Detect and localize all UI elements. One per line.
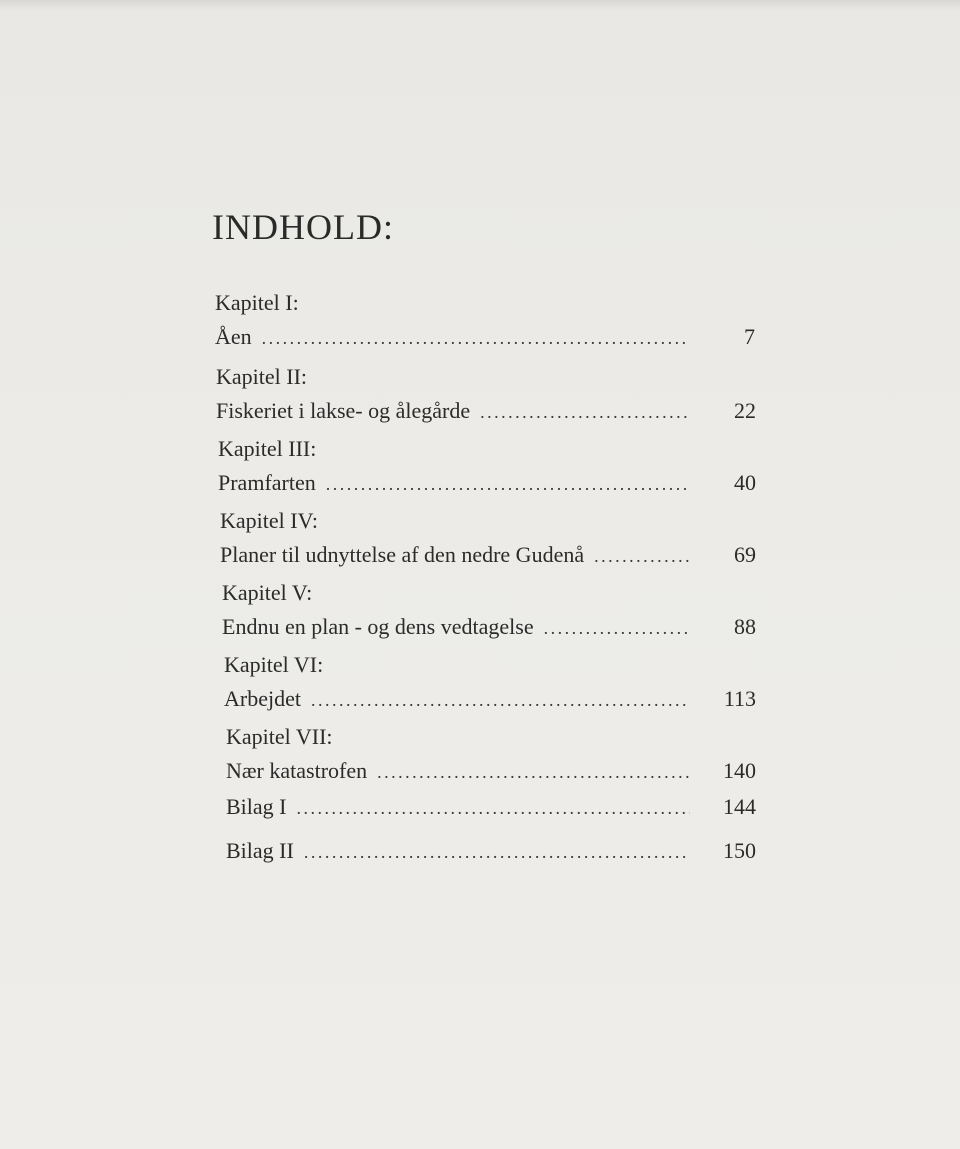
chapter-label: Kapitel III: [218, 436, 317, 461]
page-number: 144 [723, 794, 756, 819]
toc-entry-7 [226, 720, 756, 789]
chapter-label: Kapitel VI: [224, 652, 324, 677]
appendix-title: Bilag I [226, 794, 287, 819]
page-title: INDHOLD: [212, 207, 394, 247]
toc-entry-9 [226, 834, 756, 869]
toc-entry-4 [220, 504, 756, 573]
page-number: 22 [734, 398, 756, 423]
leader-dots [297, 791, 691, 825]
chapter-title: Arbejdet [224, 686, 301, 711]
page-number: 7 [744, 324, 755, 349]
toc-entry-6 [224, 648, 756, 717]
page-number: 113 [723, 686, 756, 711]
chapter-label: Kapitel VII: [226, 724, 333, 749]
chapter-title: Åen [215, 324, 252, 349]
toc-entry-1 [215, 286, 755, 355]
toc-entry-5 [222, 576, 756, 645]
leader-dots [544, 611, 690, 645]
page-number: 40 [734, 470, 756, 495]
chapter-title: Nær katastrofen [226, 758, 368, 783]
page-number: 150 [723, 838, 756, 863]
page-number: 69 [734, 542, 756, 567]
toc-entry-3 [218, 432, 756, 501]
chapter-title: Planer til udnyttelse af den nedre Gudenå [220, 542, 585, 567]
leader-dots [594, 539, 690, 573]
leader-dots [311, 683, 690, 717]
leader-dots [262, 321, 689, 355]
appendix-title: Bilag II [226, 838, 294, 863]
chapter-label: Kapitel V: [222, 580, 313, 605]
leader-dots [480, 395, 690, 429]
leader-dots [326, 467, 690, 501]
chapter-label: Kapitel IV: [220, 508, 318, 533]
page-number: 88 [734, 614, 756, 639]
chapter-label: Kapitel II: [216, 364, 308, 389]
leader-dots [377, 755, 690, 789]
chapter-title: Fiskeriet i lakse- og ålegårde [216, 398, 471, 423]
toc-entry-8 [226, 790, 756, 825]
toc-entry-2 [216, 360, 756, 429]
leader-dots [304, 835, 690, 869]
chapter-title: Endnu en plan - og dens vedtagelse [222, 614, 534, 639]
chapter-title: Pramfarten [218, 470, 316, 495]
page-number: 140 [723, 758, 756, 783]
chapter-label: Kapitel I: [215, 290, 299, 315]
